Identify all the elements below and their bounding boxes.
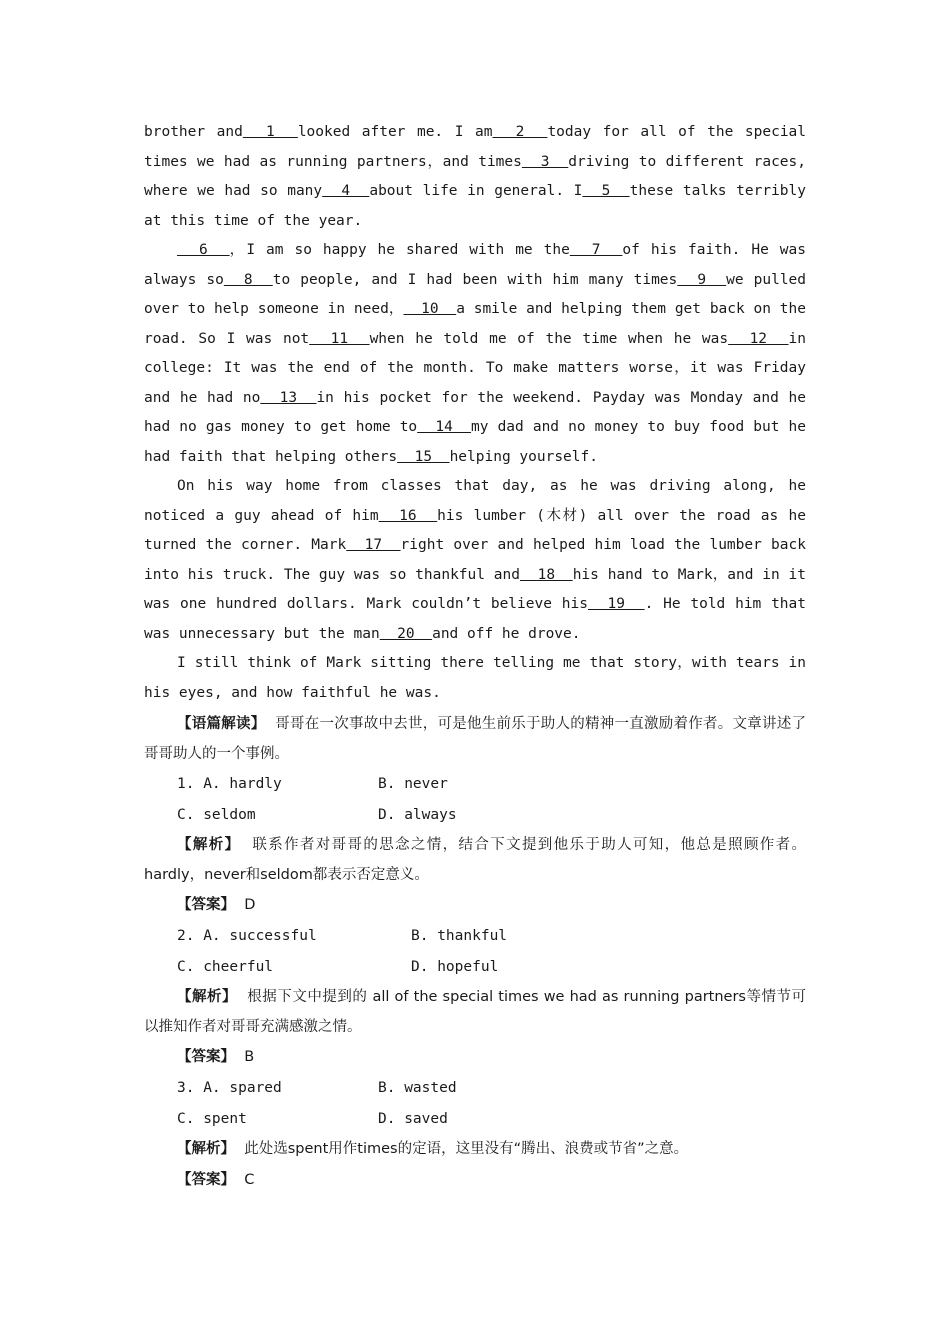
answer-tag: 【答案】 bbox=[177, 897, 235, 913]
blank-8: 8 bbox=[223, 271, 273, 288]
blank-16: 16 bbox=[378, 507, 438, 524]
intro-text: 哥哥在一次事故中去世，可是他生前乐于助人的精神一直激励着作者。文章讲述了哥哥助人的一个事例。 bbox=[144, 716, 807, 762]
text-run: his hand to Mark，and in it was one hundred dollars. Mark couldn’t believe his bbox=[144, 566, 806, 612]
answer-tag: 【答案】 bbox=[177, 1171, 235, 1188]
passage-paragraph-2 bbox=[144, 236, 806, 472]
blank-1: 1 bbox=[242, 124, 298, 140]
option-b: B. never bbox=[378, 776, 448, 792]
intro-paragraph bbox=[144, 710, 806, 769]
text-run: driving to different races, where we had so many bbox=[144, 153, 806, 199]
text-run: these talks terribly at this time of the year. bbox=[144, 183, 806, 229]
passage-paragraph-4: I still think of Mark sitting there telling me that story，with tears in his eyes, and how faithful he was. bbox=[144, 655, 806, 701]
text-run: in his pocket for the weekend. Payday was Monday and he had no gas money to get home to bbox=[144, 389, 806, 435]
analysis bbox=[144, 983, 806, 1042]
option-d: D. saved bbox=[378, 1111, 448, 1127]
blank-4: 4 bbox=[322, 183, 370, 199]
analysis-tag: 【解析】 bbox=[177, 989, 238, 1005]
text-run: right over and helped him load the lumber back into his truck. The guy was so thankful and bbox=[144, 537, 806, 583]
analysis bbox=[144, 831, 806, 890]
answer-value: B bbox=[244, 1049, 255, 1065]
text-run: when he told me of the time when he was bbox=[369, 330, 729, 347]
text-run: a smile and helping them get back on the road. So I was not bbox=[144, 301, 806, 347]
blank-17: 17 bbox=[346, 537, 401, 553]
text-run: brother and bbox=[144, 124, 243, 140]
answer-value: D bbox=[244, 897, 256, 913]
option-b: B. thankful bbox=[411, 928, 508, 944]
option-a: 3. A. spared bbox=[177, 1080, 282, 1096]
option-c: C. seldom bbox=[177, 807, 256, 823]
blank-9: 9 bbox=[677, 271, 727, 288]
passage-paragraph-1 bbox=[144, 118, 806, 236]
option-d: D. hopeful bbox=[411, 959, 499, 975]
blank-20: 20 bbox=[379, 625, 433, 642]
blank-13: 13 bbox=[260, 389, 317, 406]
blank-11: 11 bbox=[309, 330, 370, 347]
answer bbox=[144, 1042, 806, 1073]
blank-14: 14 bbox=[417, 419, 472, 435]
options-row bbox=[144, 921, 806, 952]
text-run: in college: It was the end of the month. To make matters worse，it was Friday and he had no bbox=[144, 330, 806, 406]
blank-6: 6 bbox=[177, 242, 230, 258]
options-row bbox=[144, 1073, 806, 1104]
answer bbox=[144, 890, 806, 921]
text-run: today for all of the special times we had as running partners，and times bbox=[144, 124, 807, 170]
blank-2: 2 bbox=[492, 124, 548, 140]
blank-3: 3 bbox=[521, 153, 569, 170]
text-run: and off he drove. bbox=[432, 625, 581, 642]
analysis-text: 联系作者对哥哥的思念之情，结合下文提到他乐于助人可知，他总是照顾作者。hardly，never和seldom都表示否定意义。 bbox=[144, 837, 807, 883]
text-run: about life in general. I bbox=[369, 183, 583, 199]
text-run: my dad and no money to buy food but he had faith that helping others bbox=[144, 419, 807, 465]
analysis bbox=[144, 1135, 806, 1165]
options-row bbox=[144, 1104, 806, 1135]
option-d: D. always bbox=[378, 807, 457, 823]
blank-5: 5 bbox=[582, 183, 630, 199]
text-run: ，I am so happy he shared with me the bbox=[229, 242, 570, 258]
intro-tag: 【语篇解读】 bbox=[177, 716, 266, 732]
text-run: helping yourself. bbox=[449, 448, 598, 465]
blank-19: 19 bbox=[587, 596, 645, 612]
text-run: of his faith. He was always so bbox=[144, 242, 806, 288]
option-c: C. spent bbox=[177, 1111, 247, 1127]
question-2 bbox=[144, 921, 806, 1073]
answer-tag: 【答案】 bbox=[177, 1049, 235, 1065]
answer-value: C bbox=[244, 1171, 255, 1188]
text-run: to people, and I had been with him many times bbox=[272, 271, 678, 288]
option-a: 1. A. hardly bbox=[177, 776, 282, 792]
blank-12: 12 bbox=[728, 330, 789, 347]
text-run: his lumber (木材) all over the road as he turned the corner. Mark bbox=[144, 507, 806, 553]
question-1 bbox=[144, 769, 806, 921]
blank-7: 7 bbox=[569, 242, 623, 258]
blank-18: 18 bbox=[520, 566, 573, 583]
options-row bbox=[144, 800, 806, 831]
blank-10: 10 bbox=[403, 301, 457, 317]
passage-paragraph-3 bbox=[144, 472, 806, 649]
text-run: . He told him that was unnecessary but the man bbox=[144, 596, 806, 642]
text-run: looked after me. I am bbox=[297, 124, 493, 140]
option-a: 2. A. successful bbox=[177, 928, 317, 944]
analysis-text: 根据下文中提到的 all of the special times we had as running partners等情节可以推知作者对哥哥充满感激之情。 bbox=[144, 989, 807, 1035]
blank-15: 15 bbox=[397, 448, 450, 465]
option-c: C. cheerful bbox=[177, 959, 274, 975]
text-run: On his way home from classes that day, as he was driving along, he noticed a guy ahead of him bbox=[144, 478, 806, 524]
options-row bbox=[144, 952, 806, 983]
analysis-tag: 【解析】 bbox=[177, 837, 241, 853]
text-run: we pulled over to help someone in need， bbox=[144, 271, 807, 317]
analysis-text: 此处选spent用作times的定语，这里没有“腾出、浪费或节省”之意。 bbox=[244, 1141, 689, 1157]
question-3 bbox=[144, 1073, 806, 1196]
option-b: B. wasted bbox=[378, 1080, 457, 1096]
options-row bbox=[144, 769, 806, 800]
document-page bbox=[144, 118, 806, 1196]
answer bbox=[144, 1165, 806, 1196]
analysis-tag: 【解析】 bbox=[177, 1141, 235, 1157]
